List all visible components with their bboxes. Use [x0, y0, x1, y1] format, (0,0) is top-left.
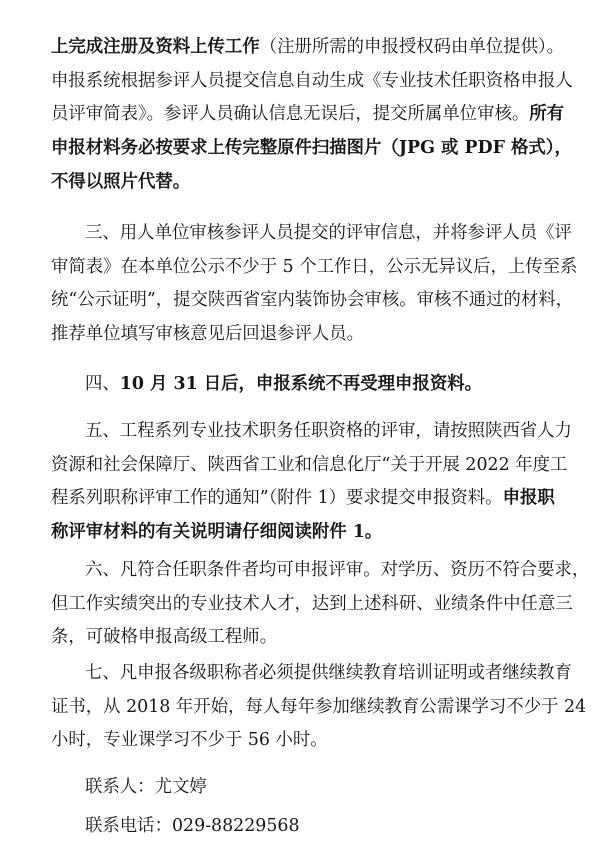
text-run: （注册所需的申报授权码由单位提供）。	[259, 37, 565, 57]
text-line	[51, 36, 564, 58]
text-line	[51, 696, 586, 718]
bold-text-run: 10 月 31 日后，申报系统不再受理申报资料。	[119, 374, 483, 394]
text-run: 小时，专业课学习不少于 56 小时。	[51, 730, 328, 751]
text-line	[85, 222, 572, 244]
text-line	[51, 521, 382, 543]
text-run: 条，可破格申报高级工程师。	[51, 627, 278, 648]
text-line	[51, 256, 577, 278]
text-run: 推荐单位填写审核意见后回退参评人员。	[51, 324, 365, 345]
text-line	[51, 289, 573, 311]
text-run: 资源和社会保障厅、陕西省工业和信息化厅“关于开展 2022 年度工	[51, 454, 568, 475]
text-line	[85, 420, 572, 442]
text-line	[51, 593, 573, 615]
text-run: 七、凡申报各级职称者必须提供继续教育培训证明或者继续教育	[85, 663, 572, 683]
text-line	[51, 454, 567, 476]
text-line	[51, 171, 190, 193]
bold-text-run: 不得以照片代替。	[51, 171, 191, 192]
bold-text-run: 申报材料务必按要求上传完整原件扫描图片（JPG 或 PDF 格式），	[51, 138, 572, 159]
text-run: 审简表》在本单位公示不少于 5 个工作日，公示无异议后，上传至系	[51, 256, 578, 277]
text-run: 六、凡符合任职条件者均可申报评审。对学历、资历不符合要求，	[85, 560, 590, 580]
text-run: 三、用人单位审核参评人员提交的评审信息，并将参评人员《评	[85, 223, 572, 243]
bold-text-run: 上完成注册及资料上传工作	[51, 37, 260, 57]
text-line	[51, 137, 572, 159]
bold-text-run: 称评审材料的有关说明请仔细阅读附件 1。	[51, 522, 383, 543]
text-run: 联系人：尤文婷	[85, 777, 207, 797]
bold-text-run: 申报职	[502, 488, 555, 509]
text-line	[85, 373, 482, 395]
text-run: 统“公示证明”，提交陕西省室内装饰协会审核。审核不通过的材料，	[51, 290, 574, 311]
text-line	[85, 776, 207, 798]
text-run: 证书，从 2018 年开始，每人每年参加继续教育公需课学习不少于 24	[51, 696, 587, 717]
text-run: 联系电话：029-88229568	[85, 816, 300, 836]
text-run: 申报系统根据参评人员提交信息自动生成《专业技术任职资格申报人	[51, 70, 573, 91]
text-line	[51, 323, 364, 345]
text-run: 员评审简表》。参评人员确认信息无误后，提交所属单位审核。	[51, 104, 530, 125]
text-line	[51, 103, 564, 125]
bold-text-run: 所有	[529, 104, 565, 125]
text-line	[85, 815, 300, 837]
text-run: 四、	[85, 374, 120, 394]
text-line	[51, 626, 277, 648]
text-line	[51, 729, 328, 751]
text-line	[85, 662, 572, 684]
text-run: 但工作实绩突出的专业技术人才，达到上述科研、业绩条件中任意三	[51, 593, 573, 614]
text-line	[85, 559, 589, 581]
text-run: 五、工程系列专业技术职务任职资格的评审，请按照陕西省人力	[85, 421, 572, 441]
text-line	[51, 487, 555, 509]
text-run: 程系列职称评审工作的通知”（附件 1）要求提交申报资料。	[51, 488, 503, 509]
text-line	[51, 70, 573, 92]
